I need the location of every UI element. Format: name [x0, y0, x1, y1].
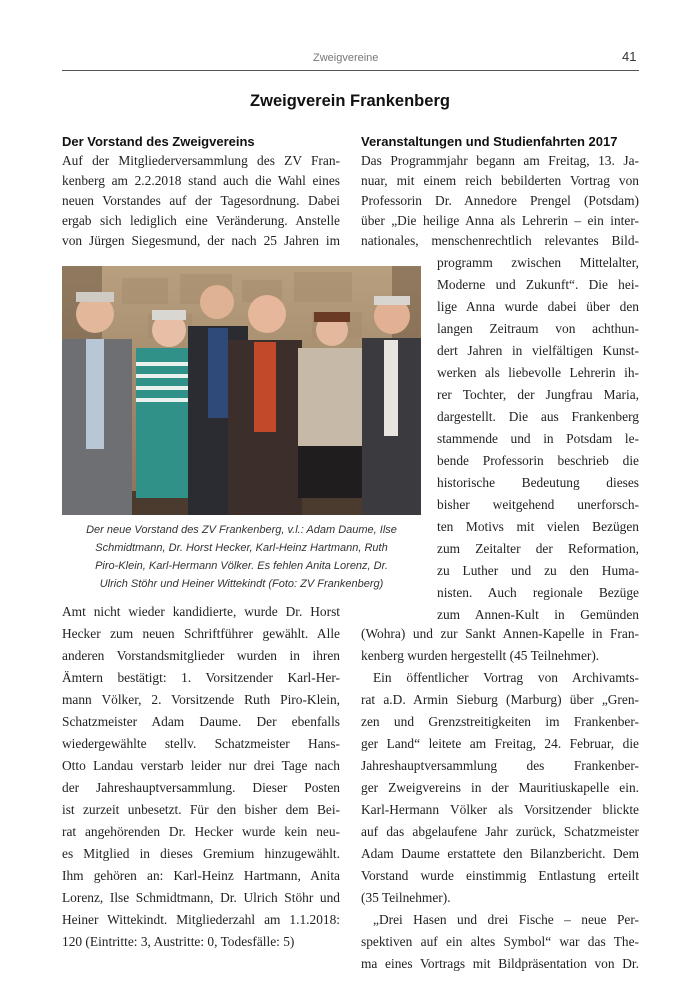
left-text-line: 120 (Eintritte: 3, Austritte: 0, Todesfälle: 5): [62, 934, 295, 949]
left-text-line: Auf der Mitgliederversammlung des ZV Fran-: [62, 153, 340, 168]
photo-caption-line: Ulrich Stöhr und Heiner Wittekindt (Foto: ZV Frankenberg): [99, 578, 384, 590]
left-text-line: ist zurzeit unbesetzt. Für den bisher dem Bei-: [62, 802, 340, 817]
left-text-line: rat angehörenden Dr. Hecker wurde kein neu-: [62, 824, 340, 839]
right-text-line: auf das abgelaufene Jahr zurück, Schatzmeister: [361, 824, 639, 839]
right-text-line: lige Anna wurde dabei über den: [437, 299, 639, 314]
right-text-line: stammende und in Potsdam le-: [437, 431, 639, 446]
right-text-line: Vorstand wurde einstimmig Entlastung erteilt: [361, 868, 639, 883]
right-text-line: ger Land“ leitete am Freitag, 24. Februar, die: [361, 736, 639, 751]
right-text-line: Jahreshauptversammlung des Frankenber-: [361, 758, 639, 773]
right-text-line: bisher weitgehend unerforsch-: [437, 497, 639, 512]
right-column-heading: Veranstaltungen und Studienfahrten 2017: [361, 134, 618, 149]
left-text-line: es Mitglied in dieses Gremium hinzugewählt.: [62, 846, 340, 861]
article-title: Zweigverein Frankenberg: [250, 92, 450, 110]
right-text-line: dargestellt. Die aus Frankenberg: [437, 409, 639, 424]
left-text-line: der Jahreshauptversammlung. Dieser Posten: [62, 780, 340, 795]
right-text-line: nisten. Auch regionale Bezüge: [437, 585, 639, 600]
right-text-line: werken als liebevolle Lehrerin ih-: [437, 365, 639, 380]
right-text-line: spektiven auf ein altes Symbol“ war das The-: [361, 934, 639, 949]
right-text-line: ger Zweigvereins in der Mauritiuskapelle ein.: [361, 780, 639, 795]
right-text-line: rat a.D. Armin Sieburg (Marburg) über „Gren-: [361, 692, 639, 707]
left-column-heading: Der Vorstand des Zweigvereins: [62, 134, 255, 149]
header-rule: [62, 70, 639, 71]
right-text-line: (Wohra) und zur Sankt Annen-Kapelle in Fran-: [361, 626, 639, 641]
left-text-line: kenberg am 2.2.2018 stand auch die Wahl eines: [62, 173, 340, 188]
photo-caption-line: Der neue Vorstand des ZV Frankenberg, v.l.: Adam Daume, Ilse: [86, 524, 397, 536]
right-text-line: langen Zeitraum von achthun-: [437, 321, 639, 336]
photo-caption-line: Schmidtmann, Dr. Horst Hecker, Karl-Heinz Hartmann, Ruth: [95, 542, 388, 554]
right-text-line: Karl-Hermann Völker als Vorsitzender blickte: [361, 802, 639, 817]
left-text-line: anderen Vorstandsmitglieder wurden in ihren: [62, 648, 340, 663]
right-text-line: nationales, menschenrechtlich relevantes Bild-: [361, 233, 639, 248]
right-text-line: zu Luther und zu den Huma-: [437, 563, 639, 578]
right-text-line: rer Tochter, der Jungfrau Maria,: [437, 387, 639, 402]
left-text-line: Ämtern bestätigt: 1. Vorsitzender Karl-Her-: [62, 670, 340, 685]
right-text-line: dert Jahren in vielfältigen Kunst-: [437, 343, 639, 358]
left-text-line: Otto Landau verstarb leider nur drei Tage nach: [62, 758, 340, 773]
left-text-line: Amt nicht wieder kandidierte, wurde Dr. Horst: [62, 604, 340, 619]
right-text-line: historische Bedeutung dieses: [437, 475, 639, 490]
left-text-line: Heiner Wittekindt. Mitgliederzahl am 1.1.2018:: [62, 912, 340, 927]
right-text-line: Das Programmjahr begann am Freitag, 13. Ja-: [361, 153, 639, 168]
right-text-line: zen und Grenzstreitigkeiten im Frankenber-: [361, 714, 639, 729]
right-text-line: kenberg wurden hergestellt (45 Teilnehmer).: [361, 648, 600, 663]
right-text-line: Professorin Dr. Annedore Prengel (Potsdam): [361, 193, 639, 208]
running-header-section: Zweigvereine: [313, 52, 379, 64]
left-text-line: ergab sich lediglich eine Veränderung. Anstelle: [62, 213, 340, 228]
right-text-line: zum Annen-Kult in Gemünden: [437, 607, 639, 622]
right-text-line: ten Motivs mit vielen Bezügen: [437, 519, 639, 534]
group-photo: [62, 266, 421, 515]
left-text-line: Ihm gehören an: Karl-Heinz Hartmann, Anita: [62, 868, 340, 883]
left-text-line: neuen Vorstandes auf der Tagesordnung. Dabei: [62, 193, 340, 208]
left-text-line: wiedergewählte stellv. Schatzmeister Hans-: [62, 736, 340, 751]
left-text-line: Lorenz, Ilse Schmidtmann, Dr. Ulrich Stöhr und: [62, 890, 340, 905]
right-text-line: Adam Daume erstattete den Bilanzbericht. Dem: [361, 846, 639, 861]
right-text-line: bende Professorin beschrieb die: [437, 453, 639, 468]
page-number: 41: [622, 49, 637, 64]
right-text-line: Ein öffentlicher Vortrag von Archivamts-: [373, 670, 639, 685]
right-text-line: „Drei Hasen und drei Fische – neue Per-: [373, 912, 639, 927]
right-text-line: nuar, mit einem reich bebilderten Vortrag von: [361, 173, 639, 188]
right-text-line: zum Zeitalter der Reformation,: [437, 541, 639, 556]
left-text-line: von Jürgen Siegesmund, der nach 25 Jahren im: [62, 233, 340, 248]
right-text-line: über „Die heilige Anna als Lehrerin – ein inter-: [361, 213, 639, 228]
right-text-line: Moderne und Zukunft“. Die hei-: [437, 277, 639, 292]
right-text-line: programm zwischen Mittelalter,: [437, 255, 639, 270]
right-text-line: ma eines Vortrags mit Bildpräsentation von Dr.: [361, 956, 639, 971]
left-text-line: Schatzmeister Adam Daume. Der ebenfalls: [62, 714, 340, 729]
left-text-line: Hecker zum neuen Schriftführer gewählt. Alle: [62, 626, 340, 641]
left-text-line: mann Völker, 2. Vorsitzende Ruth Piro-Klein,: [62, 692, 340, 707]
right-text-line: (35 Teilnehmer).: [361, 890, 451, 905]
photo-caption-line: Piro-Klein, Karl-Hermann Völker. Es fehlen Anita Lorenz, Dr.: [95, 560, 388, 572]
